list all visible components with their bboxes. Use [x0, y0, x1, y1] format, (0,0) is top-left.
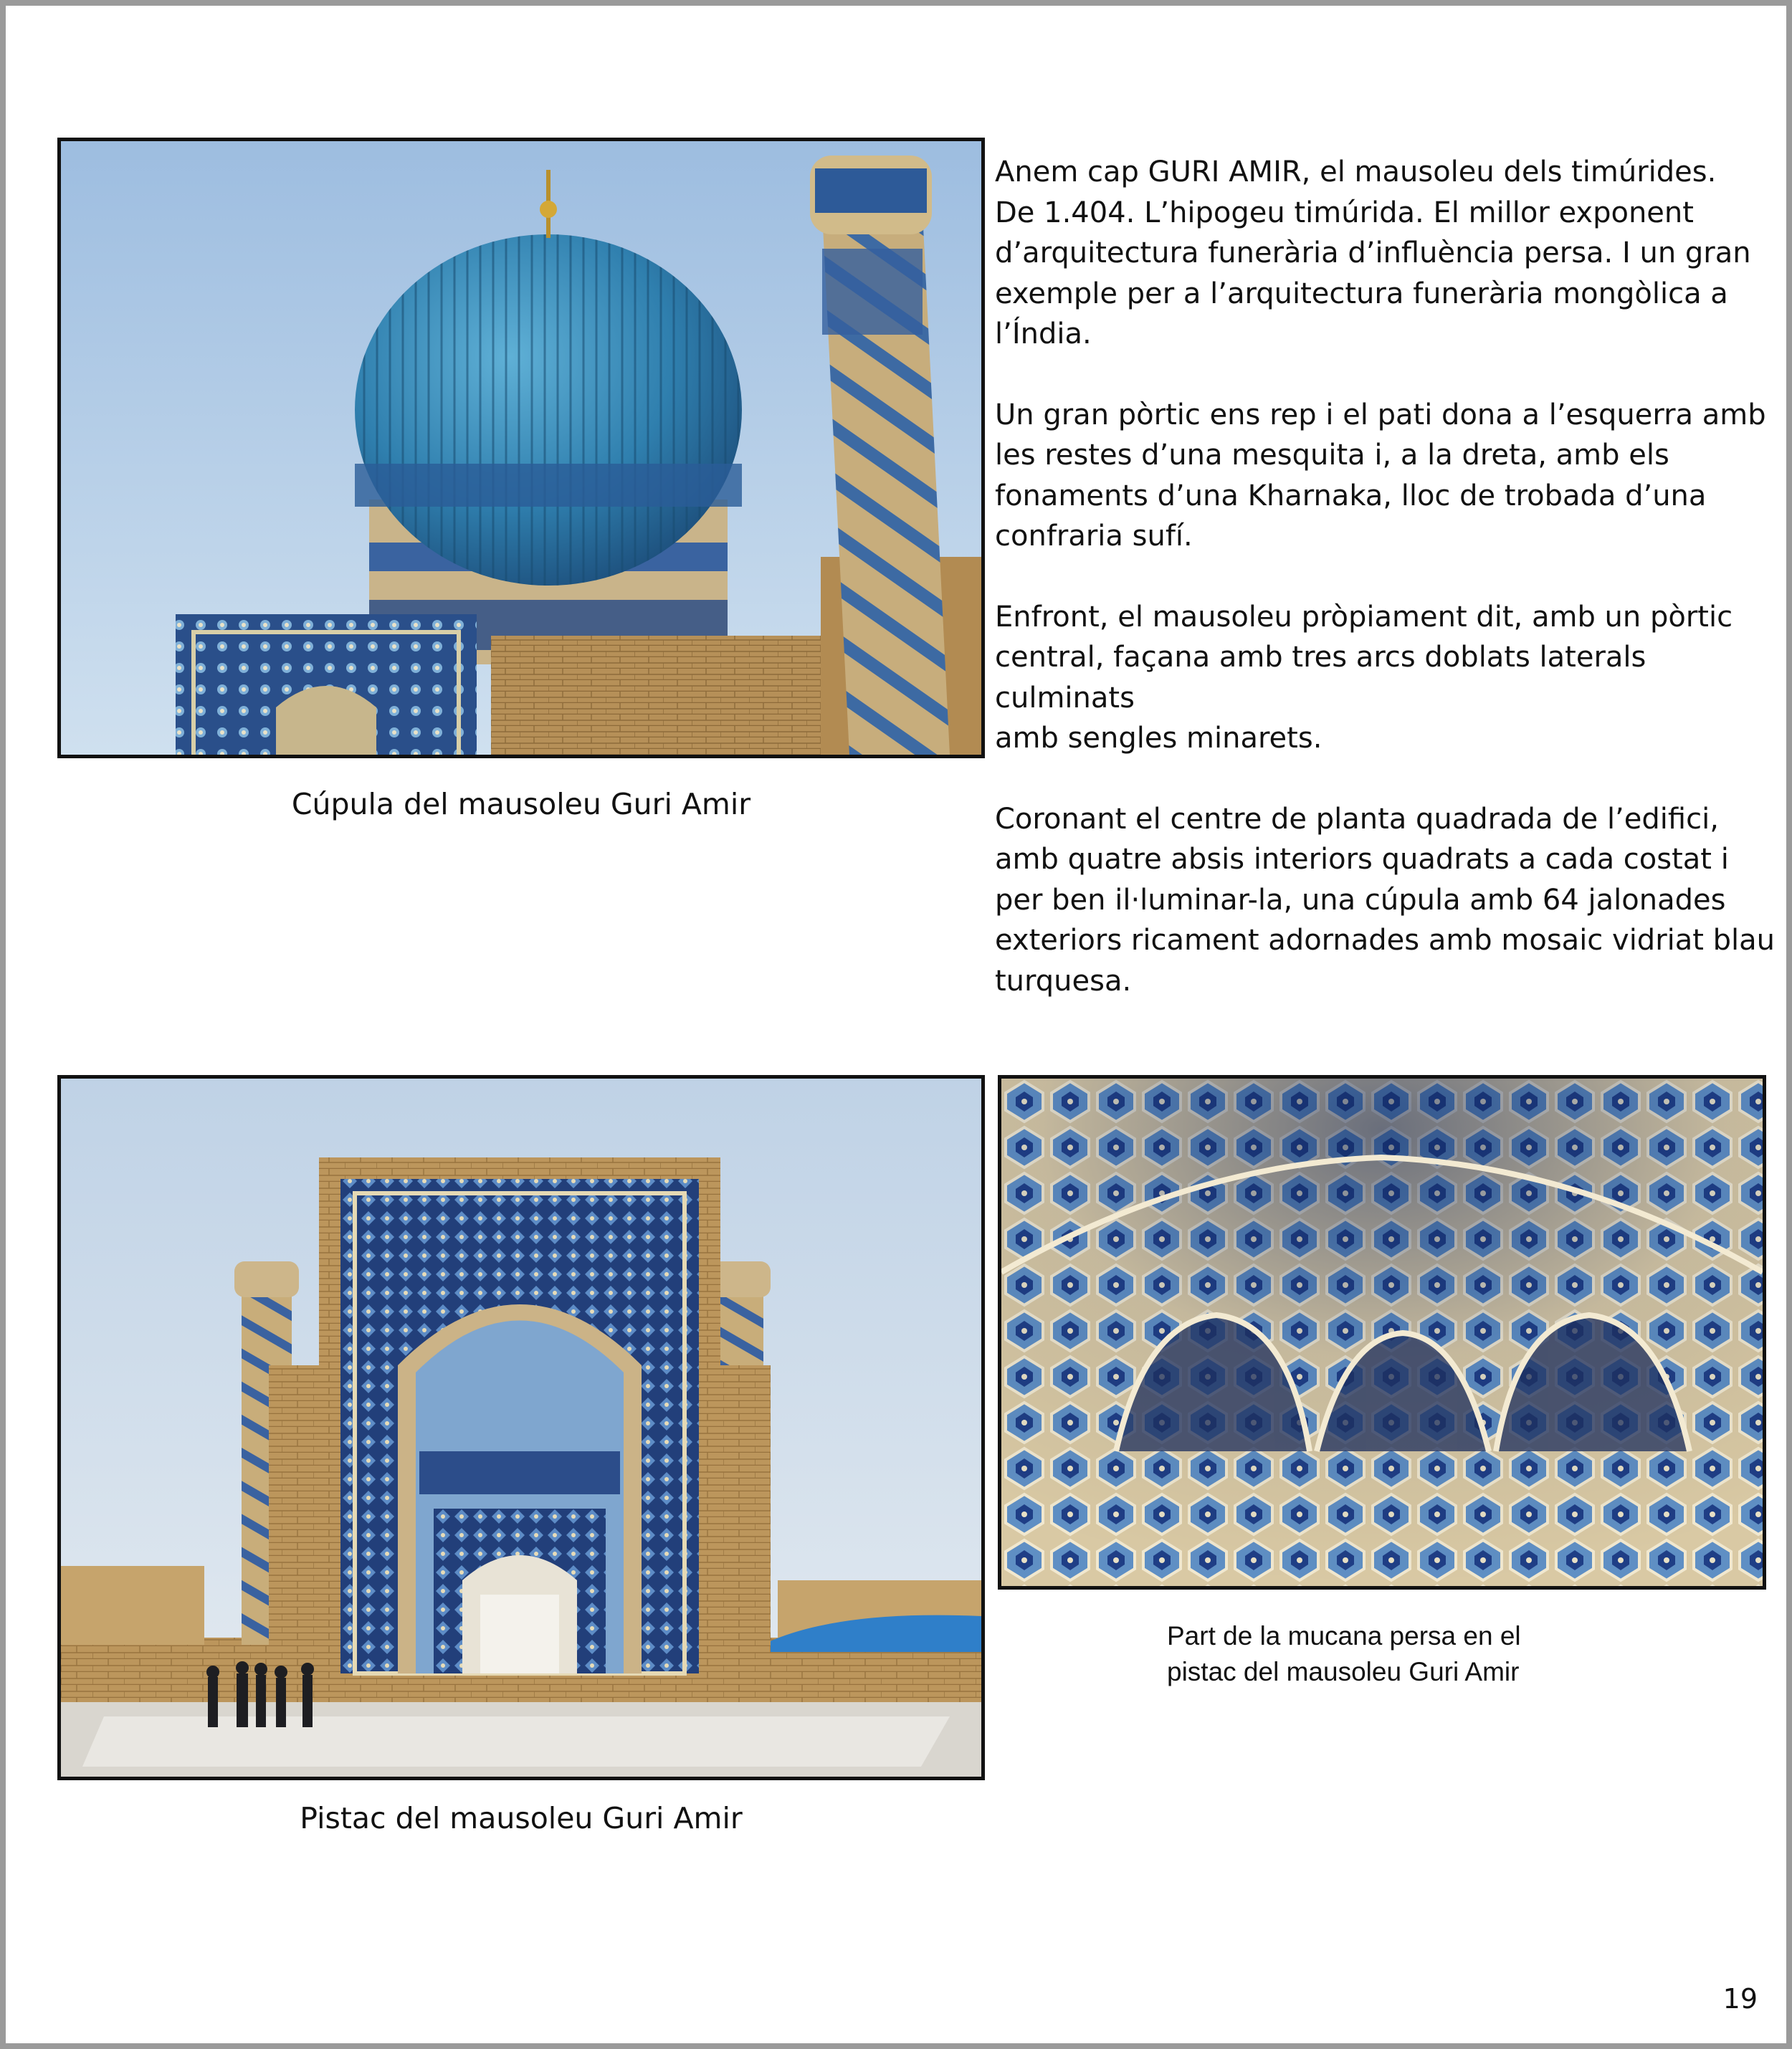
paragraph: Coronant el centre de planta quadrada de l’edifici, amb quatre absis interiors quadrats a cada costat i per ben il·luminar-la, una cúpula amb 64 jalonades exteriors ricament adornades amb mosaic vidriat blau turquesa. [995, 802, 1776, 998]
paragraph: Anem cap GURI AMIR, el mausoleu dels timúrides. De 1.404. L’hipogeu timúrida. El millor exponent d’arquitectura funerària d’influència persa. I un gran exemple per a l’arquitectura funerària mongòlica a l’Índia. [995, 156, 1751, 350]
paragraph: Un gran pòrtic ens rep i el pati dona a l’esquerra amb les restes d’una mesquita i, a la dreta, amb els fonaments d’una Kharnaka, lloc de trobada d’una confraria sufí. [995, 398, 1766, 553]
muqarnas-photo [998, 1075, 1766, 1590]
muqarnas-caption-line: Part de la mucana persa en el [1167, 1621, 1521, 1651]
portal-photo [57, 1075, 985, 1780]
paragraph: Enfront, el mausoleu pròpiament dit, amb un pòrtic central, façana amb tres arcs doblats laterals culminats amb sengles minarets. [995, 600, 1733, 755]
muqarnas-caption [1167, 1618, 1669, 1690]
dome-caption: Cúpula del mausoleu Guri Amir [291, 787, 751, 821]
dome-photo [57, 138, 985, 758]
body-text [995, 152, 1776, 1041]
muqarnas-caption-line: pistac del mausoleu Guri Amir [1167, 1657, 1520, 1686]
page-number: 19 [1722, 1983, 1758, 2015]
portal-caption: Pistac del mausoleu Guri Amir [300, 1801, 743, 1835]
